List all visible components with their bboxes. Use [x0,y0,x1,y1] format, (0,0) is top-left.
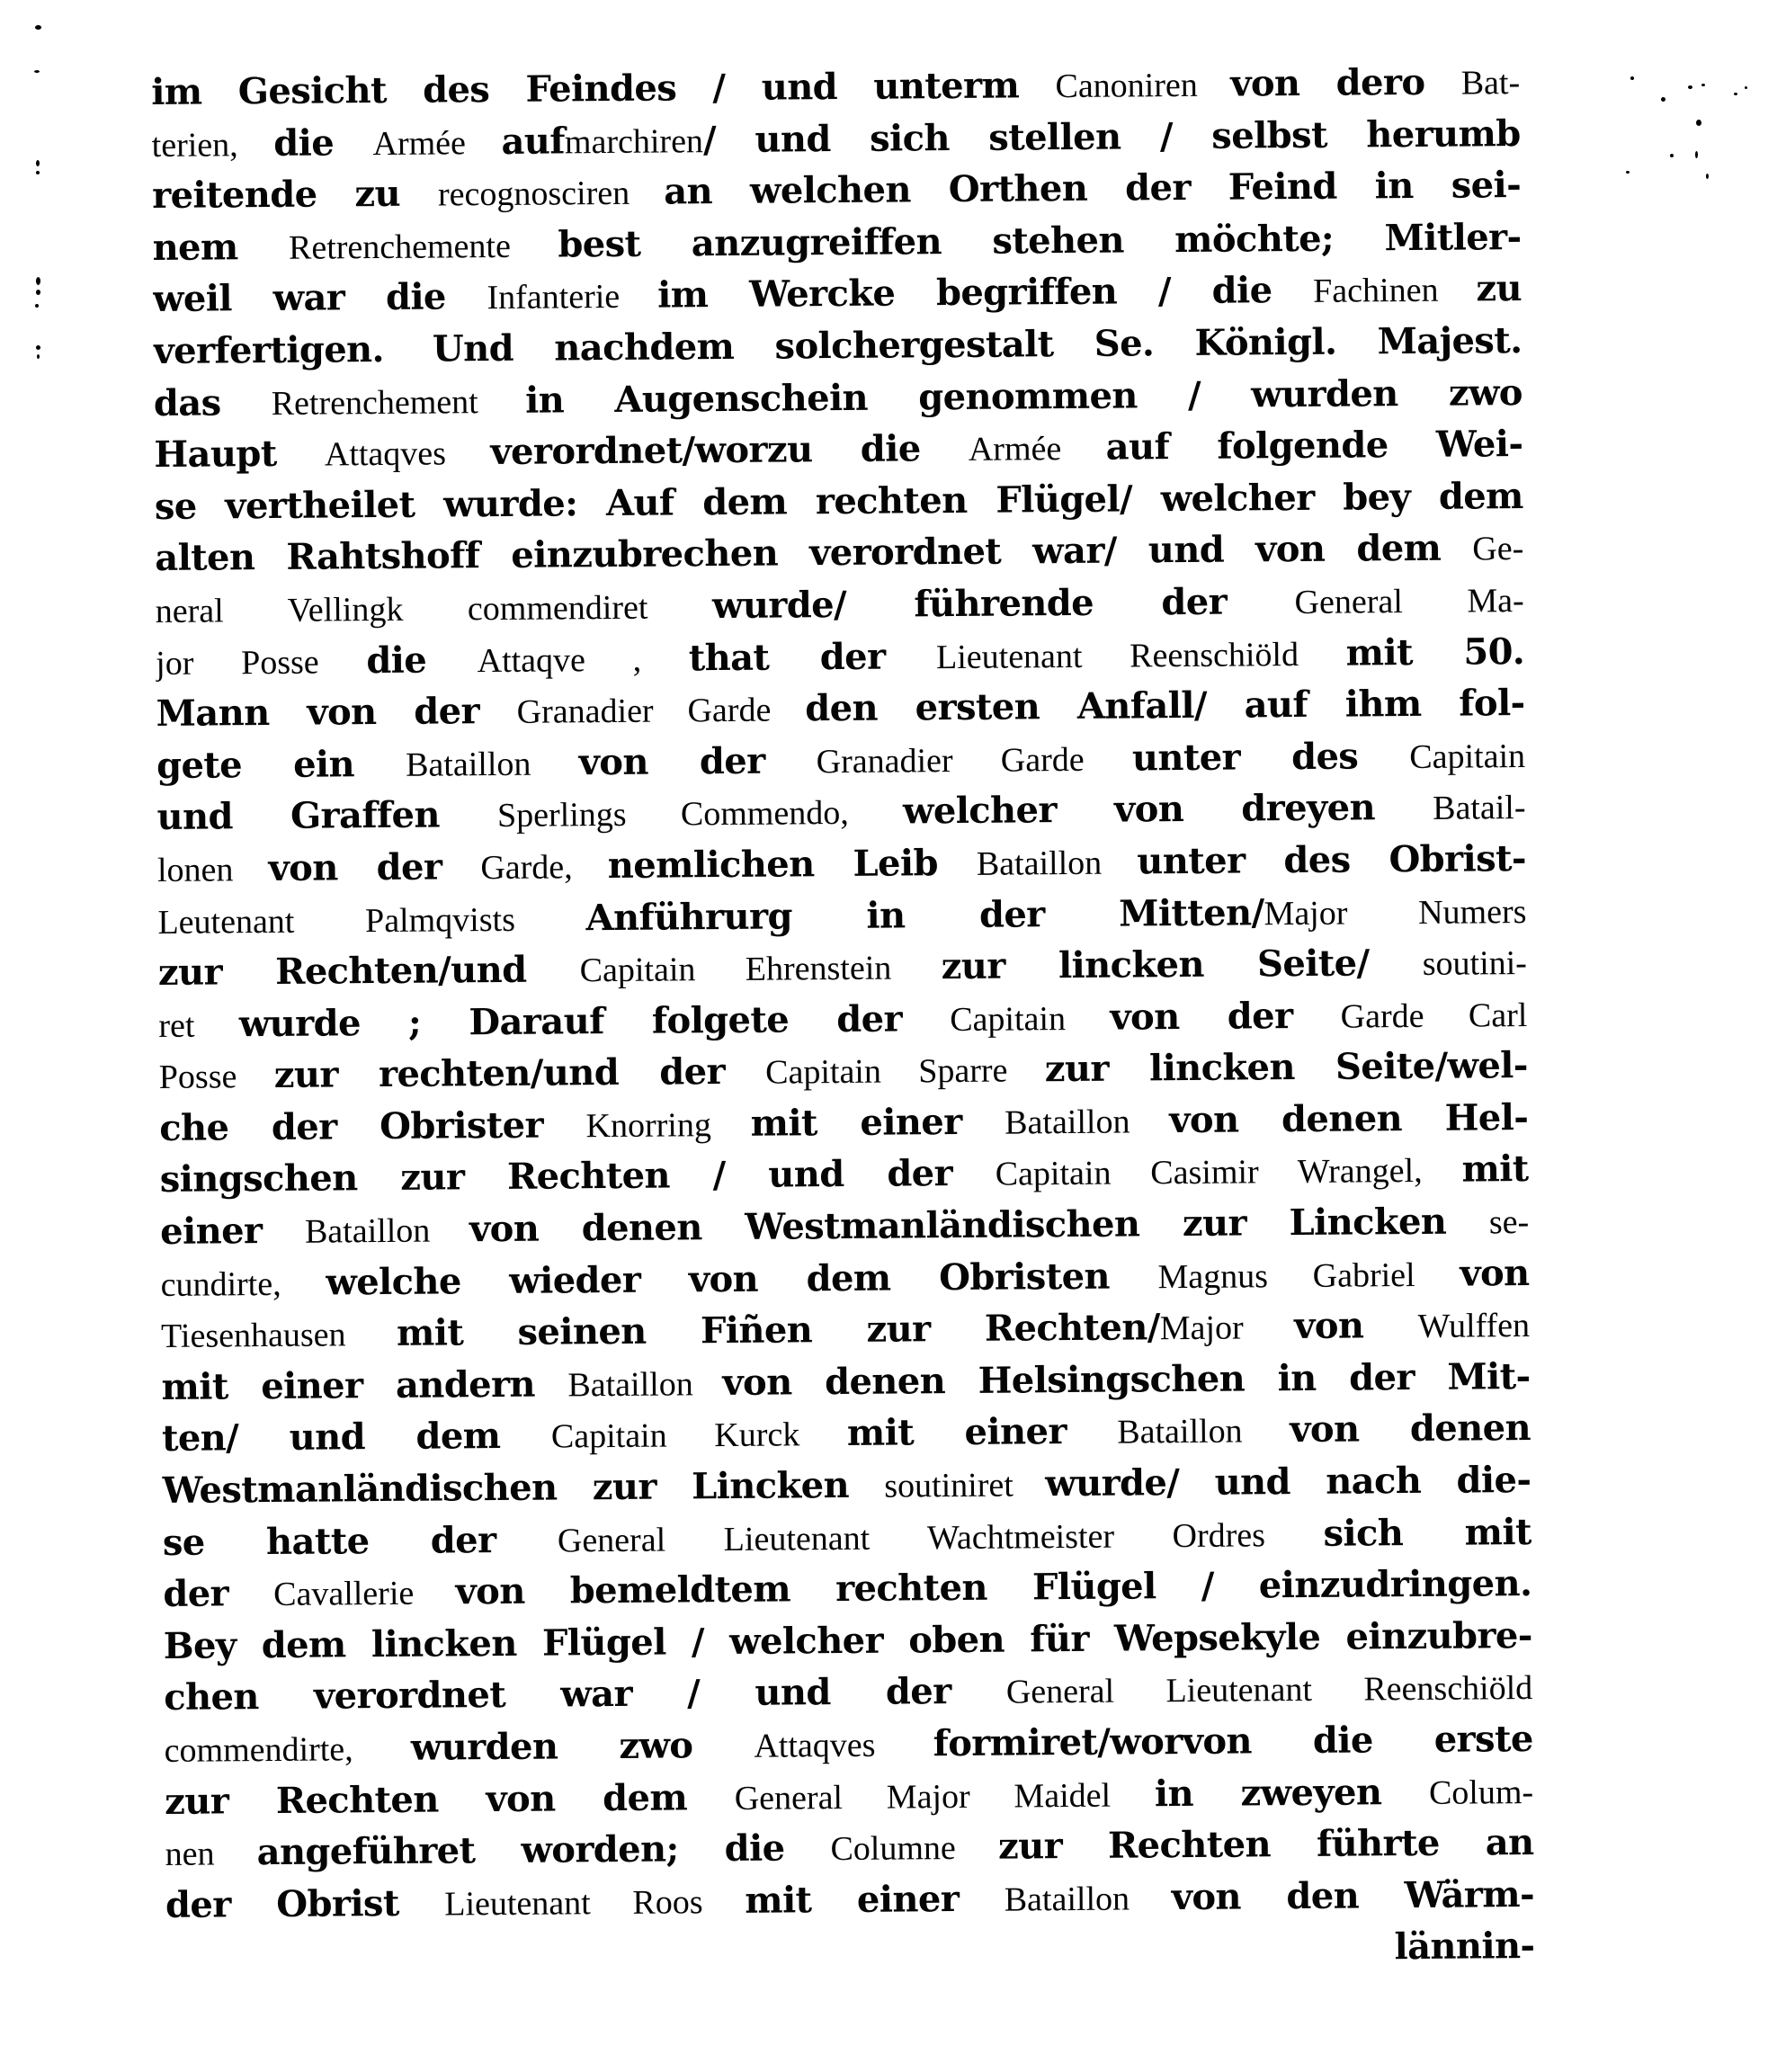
antiqua-text: nen [165,1835,257,1874]
fraktur-text: in Augenschein genommen / wurden zwo [524,371,1523,422]
fraktur-text: mit einer [750,1100,1005,1145]
antiqua-text: Cavallerie [272,1574,456,1614]
fraktur-text: verfertigen. [153,327,385,372]
fraktur-text: mit einer [846,1410,1118,1455]
antiqua-text: Retrenchement [271,382,526,423]
fraktur-text: zur lincken Seite/ [941,942,1423,988]
fraktur-text: der [163,1572,274,1616]
ink-speck [36,171,40,174]
fraktur-text: Und nachdem solchergestalt Se. Königl. Majest. [432,319,1523,371]
antiqua-text: Infanterie [487,277,658,317]
fraktur-text: im Gesicht des Feindes / und unterm [151,64,1056,113]
fraktur-text: Haupt [154,432,326,477]
ink-speck [1661,97,1665,102]
antiqua-text: Bataillon [976,844,1138,883]
antiqua-text: Attaqves [754,1726,933,1765]
fraktur-text: in zweyen [1154,1770,1430,1815]
antiqua-text: Garde, [480,847,608,888]
antiqua-text: Retrenchemente [288,227,558,267]
fraktur-text: die [273,121,373,165]
fraktur-text: se vertheilet wurde: Auf dem rechten Flügel/ welcher bey dem [154,474,1523,528]
fraktur-text: se hatte der [162,1518,558,1564]
ink-speck [1695,151,1698,158]
fraktur-text: mit 50. [1345,630,1525,674]
antiqua-text: Bataillon [567,1364,723,1405]
antiqua-text: Granadier Garde [816,740,1133,781]
antiqua-text: neral Vellingk commendiret [155,588,713,630]
antiqua-text: Tiesenhausen [160,1316,397,1356]
fraktur-text: best anzugreiffen stehen möchte; Mitler- [558,215,1522,266]
fraktur-text: auf folgende Wei- [1105,423,1523,469]
antiqua-text: Batail- [1432,789,1526,828]
antiqua-text: Columne [830,1828,999,1869]
antiqua-text: Capitain Casimir Wrangel, [995,1152,1462,1194]
fraktur-text: mit [1461,1148,1529,1192]
fraktur-text: Bey dem lincken Flügel / welcher oben für Wepsekyle einzubre- [163,1613,1532,1667]
antiqua-text: General Lieutenant Reenschiöld [1005,1669,1533,1711]
antiqua-text: commendirte, [164,1729,412,1770]
fraktur-text: an welchen Orthen der Feind in sei- [664,164,1522,213]
antiqua-text: Bataillon [304,1211,470,1251]
fraktur-text: Anführurg in der Mitten/ [585,890,1264,939]
antiqua-text: Major Numers [1264,892,1527,933]
antiqua-text: Capitain Sparre [764,1051,1045,1092]
antiqua-text: Canoniren [1055,66,1231,106]
ink-speck [1696,120,1701,126]
fraktur-text: chen verordnet war / und der [164,1669,1007,1719]
ink-speck [35,304,39,308]
ink-speck [1706,174,1709,179]
fraktur-text: mit einer andern [161,1362,568,1408]
fraktur-text: von denen Helsingschen in der Mit- [722,1354,1531,1404]
antiqua-text: terien, [151,125,274,165]
antiqua-text: Major [1159,1308,1295,1348]
ink-speck [36,290,40,295]
fraktur-text: reitende zu [151,172,439,218]
ink-speck [1626,171,1630,174]
antiqua-text: Wulffen [1417,1307,1531,1346]
antiqua-text: lonen [156,850,269,889]
antiqua-text: Bataillon [1117,1412,1290,1452]
fraktur-text: welche wieder von dem Obristen [326,1254,1158,1304]
ink-speck [35,25,41,30]
antiqua-text: General Ma- [1294,581,1524,621]
fraktur-text: im Wercke begriffen / die [656,269,1314,317]
text-block [151,56,1535,1983]
antiqua-text: se- [1488,1203,1530,1242]
fraktur-text: von denen [1290,1407,1531,1451]
fraktur-text: singschen zur Rechten / und der [159,1152,996,1201]
fraktur-text: den ersten Anfall/ auf ihm fol- [805,682,1525,730]
fraktur-text: wurde/ und nach die- [1045,1459,1531,1505]
ink-speck [1734,93,1737,95]
fraktur-text: mit einer [745,1877,1005,1922]
fraktur-text: mit seinen Fiñen zur Rechten/ [396,1306,1160,1355]
fraktur-text: von der [1110,994,1341,1039]
antiqua-text: Granadier Garde [516,691,806,731]
antiqua-text: Attaqves [324,434,491,474]
antiqua-text: Magnus Gabriel [1157,1255,1460,1296]
antiqua-text: Leutenant Palmqvists [157,899,586,942]
fraktur-text: von denen Westmanländischen zur Lincken [469,1200,1490,1251]
ink-speck [1745,86,1747,89]
antiqua-text: Sperlings Commendo, [496,793,904,835]
antiqua-text: General Lieutenant Wachtmeister Ordres [557,1515,1324,1560]
antiqua-text: General Major Maidel [734,1775,1156,1817]
fraktur-text: der Obrist [165,1881,445,1926]
fraktur-text: von [1460,1251,1530,1295]
fraktur-text: zu [1476,267,1523,310]
fraktur-text: von bemeldtem rechten Flügel / einzudringen. [455,1562,1532,1613]
fraktur-text: wurde ; Darauf folgete der [238,996,951,1045]
fraktur-text: zur rechten/und der [273,1049,766,1097]
fraktur-text: zur Rechten von dem [164,1775,735,1823]
antiqua-text: ret [158,1005,240,1045]
fraktur-text: nemlichen Leib [607,841,978,887]
fraktur-text: sich mit [1323,1510,1532,1555]
antiqua-text: Bataillon [405,745,579,784]
fraktur-text: Mann von der [156,689,517,736]
ink-speck [1630,76,1634,80]
antiqua-text: Capitain [1409,737,1526,776]
antiqua-text: jor Posse [156,642,367,683]
fraktur-text: einer [159,1209,306,1254]
ink-speck [36,160,40,166]
fraktur-text: that der [688,634,937,679]
ink-speck [36,345,40,350]
ink-speck [36,277,40,285]
antiqua-text: Capitain Ehrenstein [579,949,942,990]
fraktur-text: alten Rahtshoff einzubrechen verordnet war/ und von dem [155,526,1473,580]
antiqua-text: Knorring [585,1105,751,1146]
antiqua-text: Fachinen [1313,271,1477,311]
fraktur-text: wurde/ führende der [711,579,1295,628]
fraktur-text: und Graffen [156,793,498,839]
antiqua-text: Armée [372,123,502,163]
antiqua-text: soutiniret [884,1466,1046,1505]
antiqua-text: marchiren [564,121,704,161]
fraktur-text: unter des Obrist- [1137,836,1527,883]
fraktur-text: angeführet worden; die [256,1826,831,1874]
fraktur-text: Westmanländischen zur Lincken [162,1463,885,1512]
antiqua-text: Attaqve , [477,639,689,680]
antiqua-text: Lieutenant Roos [444,1882,746,1924]
fraktur-text: zur lincken Seite/wel- [1044,1044,1528,1091]
fraktur-text: verordnet/worzu die [490,427,969,474]
fraktur-text: die [366,638,478,682]
fraktur-text: nem [152,225,290,269]
fraktur-text: auf [501,119,566,163]
fraktur-text: von dero [1230,60,1461,105]
fraktur-text: zur Rechten führte an [997,1821,1534,1868]
fraktur-text: welcher von dreyen [902,786,1433,833]
antiqua-text: Garde Carl [1340,996,1528,1036]
antiqua-text: Armée [968,429,1106,469]
antiqua-text: recognosciren [437,174,665,214]
fraktur-text: gete ein [156,742,406,787]
fraktur-text: von der [268,845,481,889]
ink-speck [37,354,40,359]
antiqua-text: Lieutenant Reenschiöld [935,635,1346,676]
fraktur-text: von der [578,738,817,784]
antiqua-text: soutini- [1422,944,1528,984]
fraktur-text: zur Rechten/und [157,948,580,995]
fraktur-text: formiret/worvon die erste [933,1717,1533,1765]
fraktur-text: ten/ und dem [161,1414,552,1460]
fraktur-text: das [153,380,272,424]
fraktur-text: von den Wärm- [1171,1872,1535,1918]
fraktur-text: unter des [1131,734,1410,780]
antiqua-text: Capitain [950,999,1111,1039]
catchword-line [165,1920,1534,1983]
ink-speck [1701,84,1705,86]
fraktur-text: von [1293,1304,1418,1348]
antiqua-text: cundirte, [160,1264,326,1304]
antiqua-text: Ge- [1472,530,1524,568]
ink-speck [1670,154,1674,157]
fraktur-text: weil war die [152,275,487,321]
fraktur-text: wurden zwo [410,1723,755,1769]
catchword: lännin- [1394,1925,1535,1969]
fraktur-text: / und sich stellen / selbst herumb [702,112,1521,161]
antiqua-text: Bataillon [1004,1879,1172,1919]
ink-speck [1688,85,1692,89]
fraktur-text: che der Obrister [159,1103,586,1149]
antiqua-text: Capitain Kurck [550,1416,848,1456]
antiqua-text: Colum- [1428,1773,1534,1812]
fraktur-text: von denen Hel- [1169,1095,1529,1142]
ink-speck [34,70,40,73]
antiqua-text: Bat- [1460,64,1521,103]
antiqua-text: Bataillon [1005,1103,1170,1142]
antiqua-text: Posse [158,1058,274,1097]
